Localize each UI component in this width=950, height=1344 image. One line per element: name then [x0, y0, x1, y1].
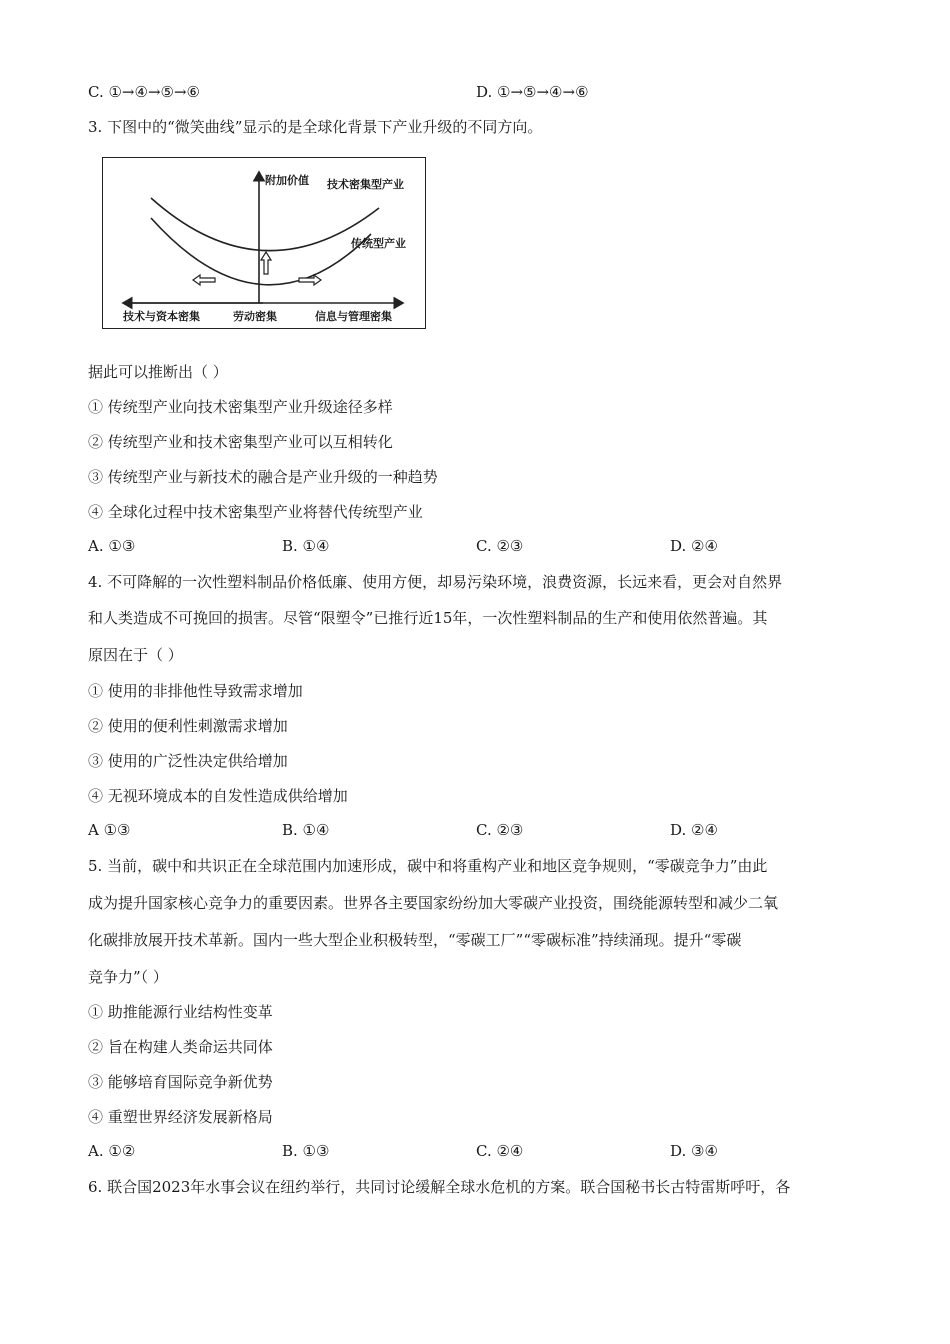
- question-5-stem-line-1: 5. 当前，碳中和共识正在全球范围内加速形成，碳中和将重构产业和地区竞争规则，“零碳竞争力”由此: [88, 857, 768, 875]
- smile-curve-diagram: [103, 158, 427, 330]
- lower-curve: [151, 218, 371, 285]
- q5-option-b: B. ①③: [282, 1142, 330, 1160]
- question-5-stem-line-4: 竞争力”（ ）: [88, 968, 168, 986]
- q5-option-d: D. ③④: [670, 1142, 718, 1160]
- q5-item-3: ③ 能够培育国际竞争新优势: [88, 1073, 273, 1091]
- q3-option-b: B. ①④: [282, 537, 330, 555]
- x-left-label: 技术与资本密集: [123, 310, 200, 323]
- left-arrow-icon: [193, 275, 215, 285]
- question-6-stem: 6. 联合国2023年水事会议在纽约举行，共同讨论缓解全球水危机的方案。联合国秘书长古特雷斯呼吁，各: [88, 1178, 791, 1196]
- upper-curve-label: 技术密集型产业: [327, 178, 404, 191]
- q5-option-c: C. ②④: [476, 1142, 524, 1160]
- q5-option-a: A. ①②: [88, 1142, 136, 1160]
- q4-option-c: C. ②③: [476, 821, 524, 839]
- q4-item-1: ① 使用的非排他性导致需求增加: [88, 682, 303, 700]
- q3-item-1: ① 传统型产业向技术密集型产业升级途径多样: [88, 398, 393, 416]
- lower-curve-label: 传统型产业: [351, 237, 406, 250]
- q3-item-2: ② 传统型产业和技术密集型产业可以互相转化: [88, 433, 393, 451]
- q4-option-b: B. ①④: [282, 821, 330, 839]
- question-4-stem-line-1: 4. 不可降解的一次性塑料制品价格低廉、使用方便，却易污染环境，浪费资源，长远来看，更会对自然界: [88, 573, 783, 591]
- q4-item-2: ② 使用的便利性刺激需求增加: [88, 717, 288, 735]
- question-3-stem: 3. 下图中的“微笑曲线”显示的是全球化背景下产业升级的不同方向。: [88, 118, 543, 136]
- upper-curve: [151, 198, 379, 251]
- q3-option-a: A. ①③: [88, 537, 136, 555]
- q4-item-4: ④ 无视环境成本的自发性造成供给增加: [88, 787, 348, 805]
- option-d: D. ①→⑤→④→⑥: [476, 83, 589, 101]
- question-5-stem-line-3: 化碳排放展开技术革新。国内一些大型企业积极转型，“零碳工厂”“零碳标准”持续涌现。提升“零碳: [88, 931, 742, 949]
- question-5-stem-line-2: 成为提升国家核心竞争力的重要因素。世界各主要国家纷纷加大零碳产业投资，围绕能源转型和减少二氧: [88, 894, 779, 912]
- question-3-prompt: 据此可以推断出（ ）: [88, 363, 228, 381]
- q5-item-2: ② 旨在构建人类命运共同体: [88, 1038, 273, 1056]
- q4-option-d: D. ②④: [670, 821, 718, 839]
- y-axis-label: 附加价值: [265, 174, 309, 187]
- question-4-stem-line-3: 原因在于（ ）: [88, 646, 183, 664]
- q3-option-d: D. ②④: [670, 537, 718, 555]
- up-arrow-icon: [261, 252, 271, 274]
- q3-item-4: ④ 全球化过程中技术密集型产业将替代传统型产业: [88, 503, 423, 521]
- option-c: C. ①→④→⑤→⑥: [88, 83, 200, 101]
- x-mid-label: 劳动密集: [233, 310, 277, 323]
- q3-option-c: C. ②③: [476, 537, 524, 555]
- q4-item-3: ③ 使用的广泛性决定供给增加: [88, 752, 288, 770]
- q5-item-1: ① 助推能源行业结构性变革: [88, 1003, 273, 1021]
- q4-option-a: A ①③: [88, 821, 131, 839]
- q5-item-4: ④ 重塑世界经济发展新格局: [88, 1108, 273, 1126]
- q3-item-3: ③ 传统型产业与新技术的融合是产业升级的一种趋势: [88, 468, 438, 486]
- question-4-stem-line-2: 和人类造成不可挽回的损害。尽管“限塑令”已推行近15年，一次性塑料制品的生产和使用依然普遍。其: [88, 609, 768, 627]
- x-right-label: 信息与管理密集: [315, 310, 392, 323]
- smile-curve-figure: [102, 157, 426, 329]
